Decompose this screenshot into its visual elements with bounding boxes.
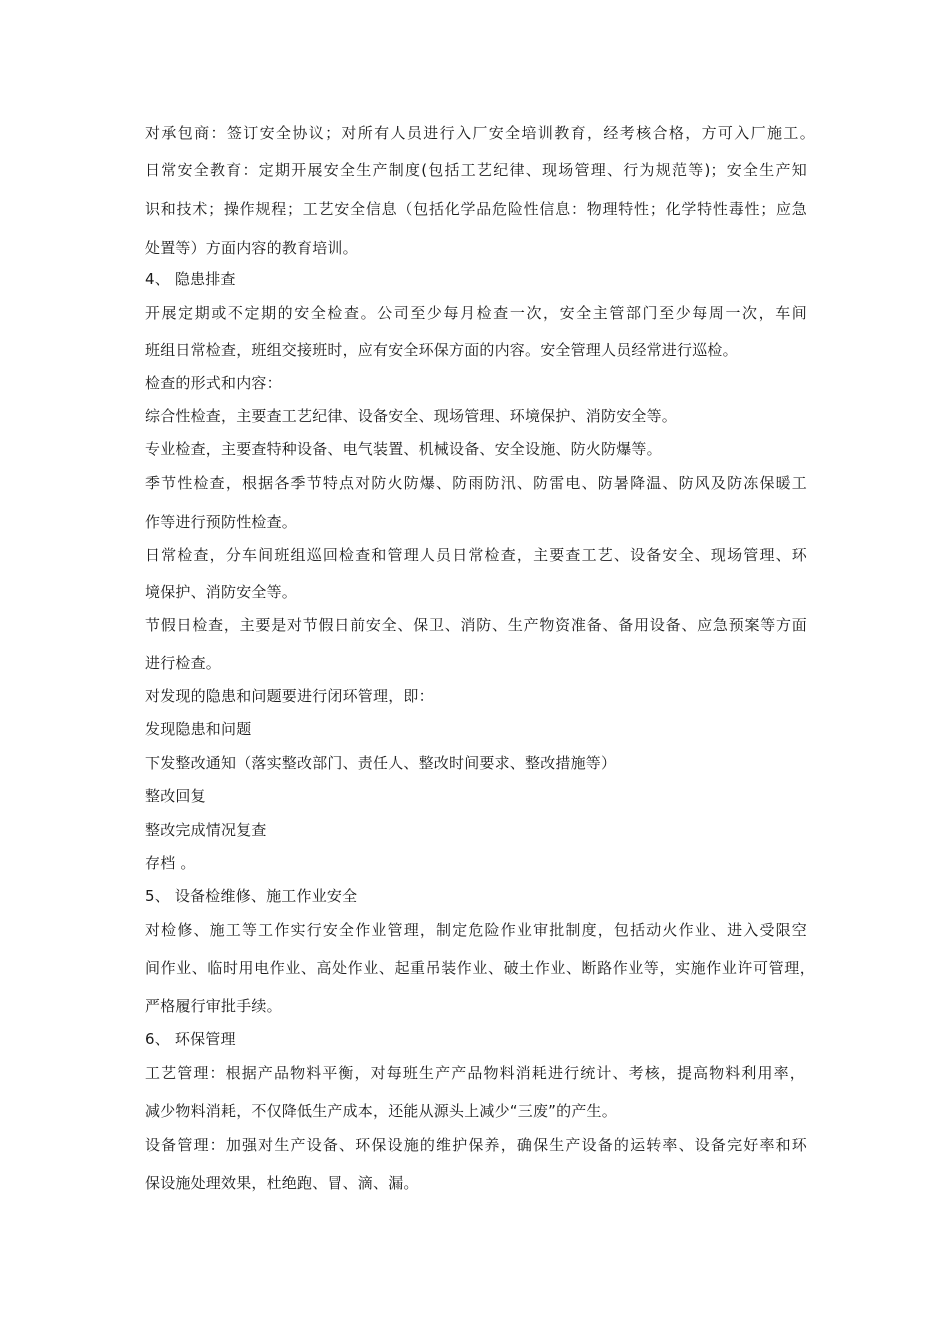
text-line-11: 季节性检查，根据各季节特点对防火防爆、防雨防汛、防雷电、防暑降温、防风及防冻保暖工	[145, 474, 807, 492]
section-heading-5: 5、 设备检维修、施工作业安全	[145, 887, 358, 905]
text-line-16: 进行检查。	[145, 654, 222, 672]
text-line-29: 减少物料消耗，不仅降低生产成本，还能从源头上减少“三废”的产生。	[145, 1102, 617, 1120]
text-line-15: 节假日检查，主要是对节假日前安全、保卫、消防、生产物资准备、备用设备、应急预案等方面	[145, 616, 807, 634]
text-line-12: 作等进行预防性检查。	[145, 513, 298, 531]
text-line-30: 设备管理：加强对生产设备、环保设施的维护保养，确保生产设备的运转率、设备完好率和环	[145, 1136, 807, 1154]
text-line-31: 保设施处理效果，杜绝跑、冒、滴、漏。	[145, 1174, 419, 1192]
text-line-7: 班组日常检查，班组交接班时，应有安全环保方面的内容。安全管理人员经常进行巡检。	[145, 341, 738, 359]
text-line-13: 日常检查，分车间班组巡回检查和管理人员日常检查，主要查工艺、设备安全、现场管理、环	[145, 546, 807, 564]
text-line-20: 整改回复	[145, 787, 206, 805]
text-line-10: 专业检查，主要查特种设备、电气装置、机械设备、安全设施、防火防爆等。	[145, 440, 662, 458]
text-line-9: 综合性检查，主要查工艺纪律、设备安全、现场管理、环境保护、消防安全等。	[145, 407, 678, 425]
section-heading-6: 6、 环保管理	[145, 1030, 236, 1048]
text-line-26: 严格履行审批手续。	[145, 997, 282, 1015]
text-line-14: 境保护、消防安全等。	[145, 583, 298, 601]
text-line-17: 对发现的隐患和问题要进行闭环管理，即：	[145, 687, 434, 705]
text-line-1: 对承包商：签订安全协议；对所有人员进行入厂安全培训教育，经考核合格，方可入厂施工。	[145, 124, 815, 142]
text-line-28: 工艺管理：根据产品物料平衡，对每班生产产品物料消耗进行统计、考核，提高物料利用率，	[145, 1064, 805, 1082]
text-line-8: 检查的形式和内容：	[145, 374, 282, 392]
text-line-25: 间作业、临时用电作业、高处作业、起重吊装作业、破土作业、断路作业等，实施作业许可管理，	[145, 959, 815, 977]
text-line-21: 整改完成情况复查	[145, 821, 267, 839]
text-line-24: 对检修、施工等工作实行安全作业管理，制定危险作业审批制度，包括动火作业、进入受限空	[145, 921, 807, 939]
text-line-2: 日常安全教育：定期开展安全生产制度(包括工艺纪律、现场管理、行为规范等)；安全生产知	[145, 161, 807, 179]
text-line-19: 下发整改通知（落实整改部门、责任人、整改时间要求、整改措施等）	[145, 754, 617, 772]
text-line-22: 存档 。	[145, 854, 196, 872]
text-line-18: 发现隐患和问题	[145, 720, 252, 738]
text-line-4: 处置等）方面内容的教育培训。	[145, 239, 358, 257]
text-line-6: 开展定期或不定期的安全检查。公司至少每月检查一次，安全主管部门至少每周一次，车间	[145, 304, 807, 322]
section-heading-4: 4、 隐患排查	[145, 270, 236, 288]
text-line-3: 识和技术；操作规程；工艺安全信息（包括化学品危险性信息：物理特性；化学特性毒性；应急	[145, 200, 807, 218]
